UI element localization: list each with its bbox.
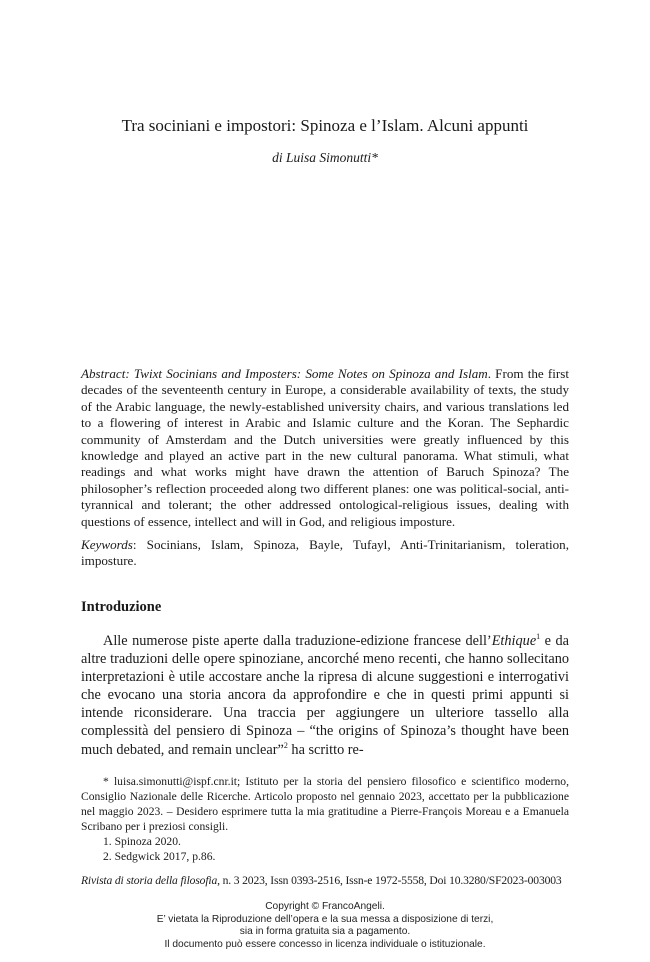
body-text-2: e da altre traduzioni delle opere spinoziane, ancorché meno recenti, che hanno sollecitano interpretazioni è utile accostare anche la ripresa di alcune suggestioni e interrogativi che evocano una storia ancora da approfondire e che in questi primi appunti si intende riconsiderare. Una traccia per aggiungere un ulteriore tassello alla complessità del pensiero di Spinoza – “the origins of Spinoza’s thought have been much debated, and remain unclear”: [81, 633, 569, 758]
abstract-label: Abstract: Twixt Socinians and Imposters: Some Notes on Spinoza and Islam: [81, 366, 488, 381]
body-paragraph: [81, 632, 569, 759]
journal-details: , n. 3 2023, Issn 0393-2516, Issn-e 1972-5558, Doi 10.3280/SF2023-003003: [217, 874, 562, 887]
keywords-label: Keywords: [81, 537, 133, 552]
footnote-ref-1: 1: [536, 632, 541, 642]
copyright-line-3: sia in forma gratuita sia a pagamento.: [239, 926, 411, 938]
article-author: di Luisa Simonutti*: [272, 150, 378, 165]
journal-citation: [81, 874, 562, 887]
body-text-3: ha scritto re-: [287, 741, 364, 758]
copyright-line-4: Il documento può essere concesso in licenza individuale o istituzionale.: [164, 938, 486, 950]
footnote-ref-2: 2: [283, 740, 288, 750]
article-title: Tra sociniani e impostori: Spinoza e l’Islam. Alcuni appunti: [121, 116, 529, 135]
footnote-2: 2. Sedgwick 2017, p.86.: [103, 850, 216, 863]
journal-name: Rivista di storia della filosofia: [81, 874, 218, 887]
abstract-text: . From the first decades of the seventeenth century in Europe, a considerable availability of texts, the study of the Arabic language, the newly-established university chairs, and various translations led to a flowering of interest in Arabic and Islamic culture and the Koran. The Sephardic community of Amsterdam and the Dutch universities were greatly influenced by this knowledge and played an active part in the new cultural panorama. What stimuli, what readings and what works might have drawn the attention of Baruch Spinoza? The philosopher’s reflection proceeded along two different planes: one was political-social, anti-tyrannical and tolerant; the other addressed ontological-religious issues, dealing with questions of essence, intellect and will in God, and religious imposture.: [81, 366, 569, 529]
copyright-line-1: Copyright © FrancoAngeli.: [265, 901, 385, 912]
copyright-line-2: E’ vietata la Riproduzione dell’opera e la sua messa a disposizione di terzi,: [156, 913, 494, 925]
ethique-title: Ethique: [491, 633, 537, 649]
copyright-notice: [0, 901, 650, 951]
section-heading: Introduzione: [81, 599, 162, 615]
author-footnote: * luisa.simonutti@ispf.cnr.it; Istituto per la storia del pensiero filosofico e scientifico moderno, Consiglio Nazionale delle Ricerche. Articolo proposto nel gennaio 2023, accettato per la pubblicazione nel maggio 2023. – Desidero esprimere tutta la mia gratitudine a Pierre-François Moreau e a Emanuela Scribano per i preziosi consigli.: [81, 775, 569, 833]
keywords-text: : Socinians, Islam, Spinoza, Bayle, Tufayl, Anti-Trinitarianism, toleration, imposture.: [81, 537, 569, 569]
footnotes: [81, 774, 569, 864]
abstract: [81, 366, 569, 530]
body-text-1: Alle numerose piste aperte dalla traduzione-edizione francese dell’: [103, 633, 492, 649]
footnote-1: 1. Spinoza 2020.: [103, 835, 181, 848]
keywords: [81, 537, 569, 570]
